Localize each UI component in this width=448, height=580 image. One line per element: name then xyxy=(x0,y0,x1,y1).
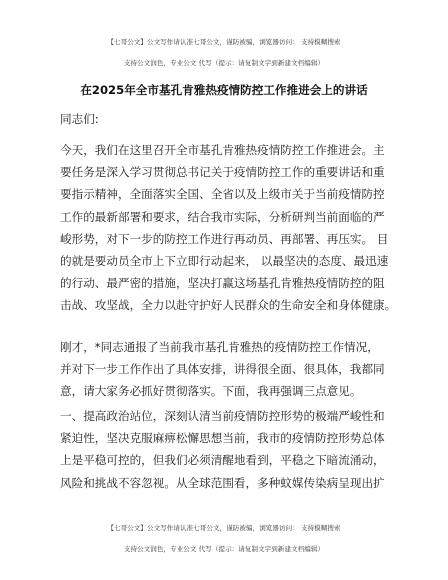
paragraph-line: 今天，我们在这里召开全市基孔肯雅热疫情防控工作推进会。主 xyxy=(60,143,385,157)
paragraph-line: 工作的最新部署和要求，结合我市实际，分析研判当前面临的严 xyxy=(60,209,385,224)
paragraph-line: 要指示精神，全面落实全国、全省以及上级市关于当前疫情防控 xyxy=(60,187,385,202)
paragraph-line: 刚才，*同志通报了当前我市基孔肯雅热的疫情防控工作情况， xyxy=(60,340,379,354)
paragraph-2 xyxy=(60,336,384,403)
header-service-note: 支持公文润色，专业公文 代写（提示：请复制文字到新建文档编辑） xyxy=(123,59,325,67)
footer-notice: 【七哥公文】公文写作请认准七哥公文，谨防被骗，浏览器访问： 支持模糊搜索 xyxy=(107,524,341,532)
paragraph-line: 紧迫性，坚决克服麻痹松懈思想当前，我市的疫情防控形势总体 xyxy=(60,431,385,446)
paragraph-line: 峻形势，对下一步的防控工作进行再动员、再部署、再压实。 目 xyxy=(60,231,389,246)
paragraph-line: 的行动、最严密的措施，坚决打赢这场基孔肯雅热疫情防控的阻 xyxy=(60,276,385,291)
paragraph-line: 的就是要动员全市上下立即行动起来， 以最坚决的态度、最迅速 xyxy=(60,254,389,269)
paragraph-line: 击战、攻坚战，全力以赴守护好人民群众的生命安全和身体健康。 xyxy=(60,298,397,313)
paragraph-line: 风险和挑战不容忽视。从全球范围看，多种蚊媒传染病呈现出扩 xyxy=(60,475,385,490)
paragraph-line: 一、提高政治站位，深刻认清当前疫情防控形势的极端严峻性和 xyxy=(60,409,385,423)
paragraph-line: 要任务是深入学习贯彻总书记关于疫情防控工作的重要讲话和重 xyxy=(60,165,385,180)
footer-service-note: 支持公文润色，专业公文 代写（提示：请复制文字到新建文档编辑） xyxy=(123,545,325,553)
salutation: 同志们: xyxy=(60,112,99,126)
paragraph-3 xyxy=(60,405,384,494)
paragraph-line: 上是平稳可控的，但我们必须清醒地看到，平稳之下暗流涌动， xyxy=(60,453,385,468)
paragraph-1 xyxy=(60,139,397,317)
document-title: 在2025年全市基孔肯雅热疫情防控工作推进会上的讲话 xyxy=(80,83,368,97)
header-notice: 【七哥公文】公文写作请认准七哥公文，谨防被骗，浏览器访问： 支持模糊搜索 xyxy=(107,38,341,46)
paragraph-line: 并对下一步工作作出了具体安排，讲得很全面、很具体，我都同 xyxy=(60,362,385,377)
paragraph-line: 意，请大家务必抓好贯彻落实。下面，我再强调三点意见。 xyxy=(60,384,362,399)
